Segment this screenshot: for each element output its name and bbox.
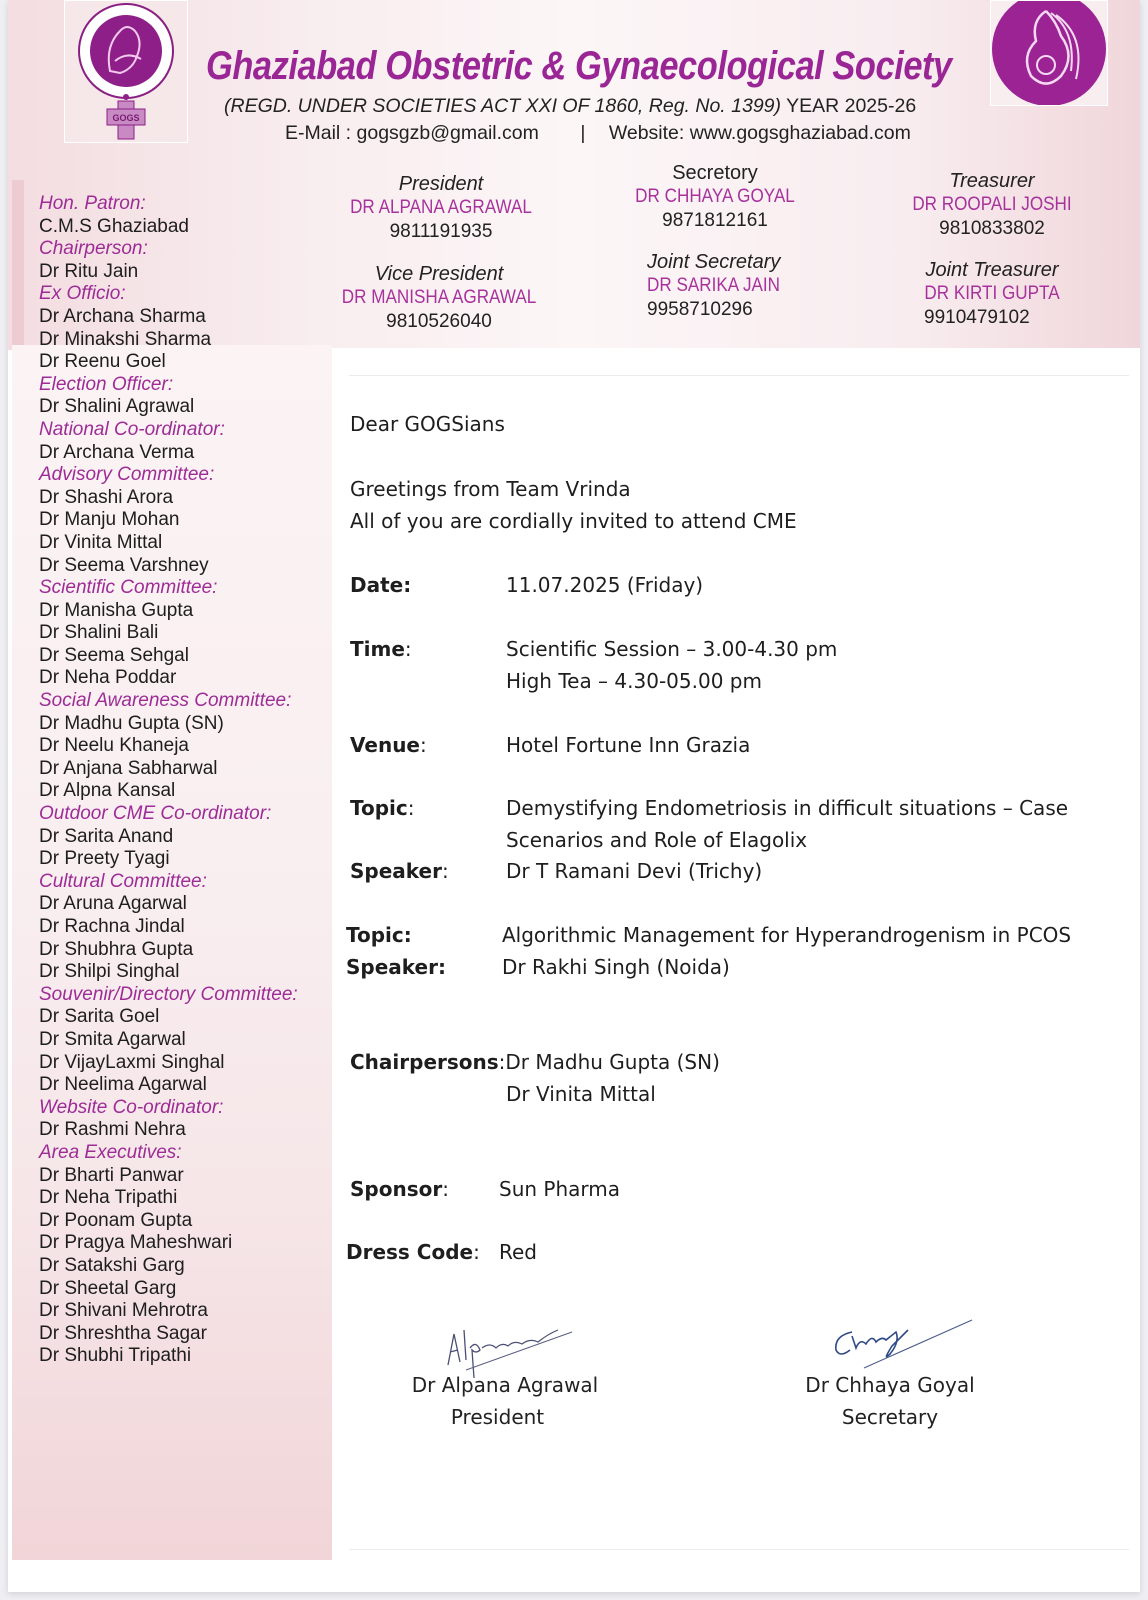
bearer-name: DR MANISHA AGRAWAL [341,287,537,308]
committee-member: Dr Archana Sharma [39,305,206,327]
committee-member: Dr Aruna Agarwal [39,893,187,915]
committee-member: Dr Shalini Bali [39,622,159,644]
committee-member: Dr Ritu Jain [39,260,139,282]
secretary-signature-icon [830,1312,980,1372]
time-colon: : [404,637,412,661]
chairpersons-value-1: :Dr Madhu Gupta (SN) [498,1050,720,1074]
committee-member: Dr Satakshi Garg [39,1254,185,1276]
committee-member: Dr Seema Varshney [39,554,209,576]
president-signatory-title: President [450,1405,545,1429]
committee-member: Dr Neha Tripathi [39,1187,178,1209]
chairpersons-row [350,1050,720,1074]
president-signature-icon [440,1320,580,1380]
committee-member: Dr Shashi Arora [39,486,174,508]
committee-member: Dr Neelu Khaneja [39,735,189,757]
role-label: Secretory [672,162,758,184]
committee-heading: Souvenir/Directory Committee: [39,983,298,1005]
secretary-signatory-name: Dr Chhaya Goyal [805,1373,975,1397]
office-bearer-joint-treasurer [872,258,1112,330]
speaker2-value: Dr Rakhi Singh (Noida) [502,955,730,979]
bearer-name: DR KIRTI GUPTA [924,283,1060,304]
committee-heading: Area Executives: [39,1141,182,1163]
committee-member: Dr Poonam Gupta [39,1209,193,1231]
committee-member: Dr Madhu Gupta (SN) [39,712,224,734]
office-bearer-vice-president [319,262,559,334]
committee-heading: Election Officer: [39,373,174,395]
greeting-line-2: All of you are cordially invited to attend CME [350,509,797,533]
committee-member: Dr Smita Agarwal [39,1028,186,1050]
time-label: Time [350,637,405,661]
website-link[interactable]: www.gogsghaziabad.com [689,122,911,144]
committee-member: Dr Pragya Maheshwari [39,1232,233,1254]
contact-separator: | [580,122,586,144]
topic1-label: Topic [350,796,408,820]
registration-text: (REGD. UNDER SOCIETIES ACT XXI OF 1860, Reg. No. 1399) [224,95,782,117]
office-bearer-president [321,172,561,244]
committee-heading: Website Co-ordinator: [39,1096,224,1118]
time-label-row [350,637,412,661]
committee-heading: Ex Officio: [39,283,126,305]
committee-member: Dr Bharti Panwar [39,1164,184,1186]
topic2-value: Algorithmic Management for Hyperandrogenism in PCOS [502,923,1072,947]
bearer-phone: 9811191935 [389,221,493,242]
year-text: YEAR 2025-26 [786,95,917,117]
role-label: Treasurer [949,170,1035,192]
speaker1-label-row [350,859,449,883]
role-label: Joint Secretary [647,251,781,273]
topic1-value-1: Demystifying Endometriosis in difficult situations – Case [506,796,1069,820]
venue-value: Hotel Fortune Inn Grazia [506,733,751,757]
divider-bottom [349,1549,1129,1550]
committee-member: Dr Shreshtha Sagar [39,1322,207,1344]
role-label: President [398,173,484,195]
committee-member: Dr Shilpi Singhal [39,961,180,983]
committee-heading: Advisory Committee: [39,464,215,486]
sponsor-colon: : [442,1177,449,1201]
committee-heading: Outdoor CME Co-ordinator: [39,803,272,825]
speaker1-colon: : [441,859,449,883]
sidebar-accent [12,180,24,350]
dress-code-label: Dress Code [346,1240,474,1264]
venue-label: Venue [350,733,420,757]
committee-heading: Cultural Committee: [39,870,207,892]
time-value-2: High Tea – 4.30-05.00 pm [506,669,762,693]
committee-member: Dr Shubhi Tripathi [39,1345,192,1367]
bearer-phone: 9871812161 [662,210,768,231]
registration-line [224,95,916,118]
committee-member: Dr Sarita Goel [39,1006,160,1028]
office-bearer-joint-secretary [595,250,835,322]
committee-member: Dr Seema Sehgal [39,644,189,666]
time-value-1: Scientific Session – 3.00-4.30 pm [506,637,838,661]
date-label: Date: [350,573,412,597]
sponsor-value: Sun Pharma [499,1177,621,1201]
office-bearer-secretory [595,161,835,233]
email-label: E-Mail : [285,122,352,144]
bearer-phone: 9910479102 [924,307,1030,328]
committee-member: Dr Anjana Sabharwal [39,757,218,779]
committee-member: Dr Manju Mohan [39,509,180,531]
mother-baby-logo [990,0,1108,106]
role-label: Joint Treasurer [925,259,1059,281]
bearer-phone: 9958710296 [647,299,753,320]
committee-heading: Social Awareness Committee: [39,690,292,712]
committee-member: Dr Rachna Jindal [39,916,185,937]
date-value: 11.07.2025 (Friday) [506,573,704,597]
venue-label-row [350,733,427,757]
contact-line [285,122,911,145]
topic1-label-row [350,796,415,820]
bearer-name: DR SARIKA JAIN [647,275,781,296]
bearer-name: DR ROOPALI JOSHI [912,194,1072,215]
committee-member: Dr Neha Poddar [39,667,177,689]
topic1-colon: : [407,796,415,820]
bearer-phone: 9810833802 [939,218,1045,239]
committee-member: Dr Rashmi Nehra [39,1119,186,1141]
speaker2-label: Speaker: [346,955,446,979]
divider-top [349,375,1129,376]
committee-member: Dr Preety Tyagi [39,848,170,870]
speaker1-label: Speaker [350,859,442,883]
website-label: Website: [608,122,685,144]
organization-title: Ghaziabad Obstetric & Gynaecological Society [206,44,952,88]
committee-member: Dr Shivani Mehrotra [39,1300,208,1322]
mother-baby-icon [991,1,1107,105]
committee-heading: Hon. Patron: [39,193,146,214]
committee-member: Dr Vinita Mittal [39,531,163,553]
dress-code-value: Red [499,1240,537,1264]
role-label: Vice President [374,263,504,285]
sponsor-label-row [350,1177,449,1201]
gogs-logo-text: GOGS [112,113,140,123]
sponsor-label: Sponsor [350,1177,443,1201]
chairpersons-label: Chairpersons [350,1050,499,1074]
committee-member: Dr VijayLaxmi Singhal [39,1051,225,1073]
secretary-signatory-title: Secretary [841,1405,939,1429]
committee-member: Dr Shubhra Gupta [39,938,194,960]
salutation: Dear GOGSians [350,412,505,436]
gogs-logo [64,0,188,143]
committee-heading: National Co-ordinator: [39,418,225,440]
committee-member: Dr Archana Verma [39,441,195,463]
speaker1-value: Dr T Ramani Devi (Trichy) [506,859,763,883]
venue-colon: : [420,733,427,757]
committee-member: Dr Neelima Agarwal [39,1074,207,1096]
chairpersons-value-2: Dr Vinita Mittal [506,1082,656,1106]
committee-sidebar [39,193,329,1368]
committee-member: C.M.S Ghaziabad [39,215,189,237]
bearer-name: DR ALPANA AGRAWAL [350,197,532,218]
committee-heading: Chairperson: [39,238,148,260]
committee-member: Dr Sheetal Garg [39,1277,177,1299]
topic2-label: Topic: [346,923,412,947]
bearer-name: DR CHHAYA GOYAL [635,186,795,207]
email-link[interactable]: gogsgzb@gmail.com [356,122,539,144]
committee-member: Dr Manisha Gupta [39,599,194,621]
bearer-phone: 9810526040 [386,311,492,332]
greeting-line-1: Greetings from Team Vrinda [350,477,631,501]
gogs-emblem-icon [65,1,187,142]
dress-code-colon: : [473,1240,480,1264]
committee-member: Dr Alpna Kansal [39,780,176,802]
committee-member: Dr Reenu Goel [39,351,166,373]
committee-member: Dr Sarita Anand [39,825,174,847]
office-bearer-treasurer [872,169,1112,241]
committee-member: Dr Shalini Agrawal [39,396,195,418]
topic1-value-2: Scenarios and Role of Elagolix [506,828,808,852]
committee-heading: Scientific Committee: [39,577,218,599]
committee-member: Dr Minakshi Sharma [39,328,212,350]
dress-code-label-row [346,1240,480,1264]
president-signatory-name: Dr Alpana Agrawal [411,1373,599,1397]
